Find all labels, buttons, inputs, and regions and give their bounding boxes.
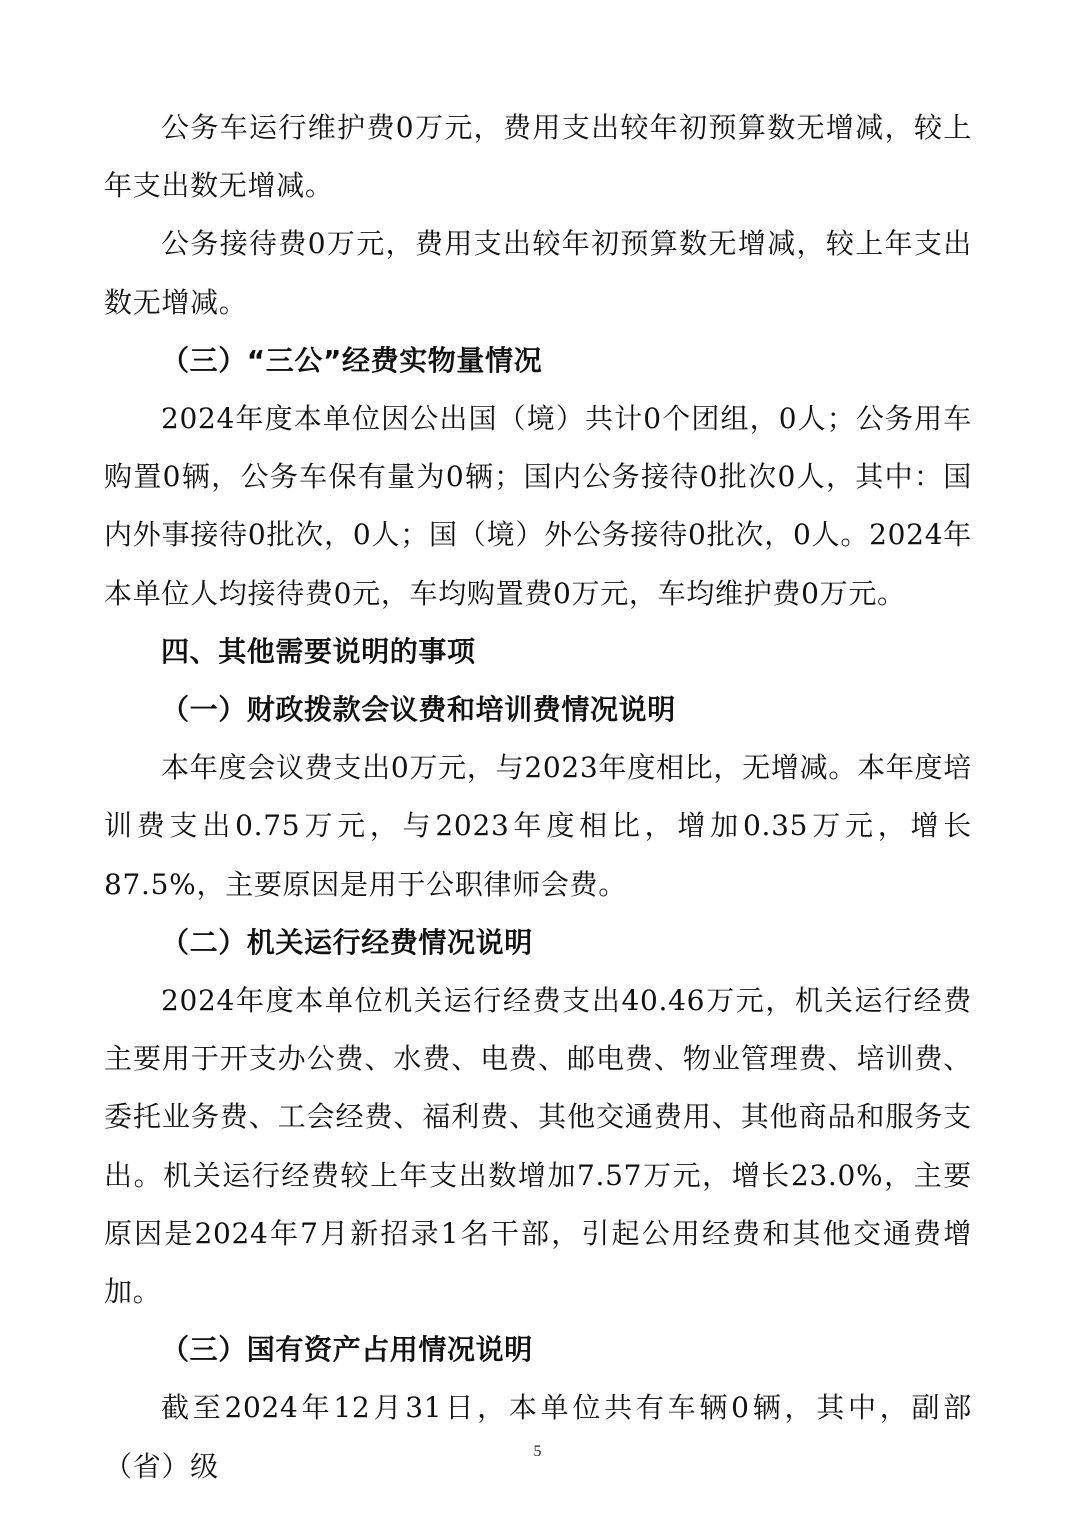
heading-three-public-physical: （三）“三公”经费实物量情况 [161,343,543,377]
document-body [104,99,972,1496]
heading-meeting-training-fees: （一）财政拨款会议费和培训费情况说明 [161,693,676,727]
paragraph-reception-fee: 公务接待费0万元，费用支出较年初预算数无增减，较上年支出数无增减。 [104,227,972,319]
heading-operating-expenses: （二）机关运行经费情况说明 [161,925,533,959]
paragraph-operating-expenses: 2024年度本单位机关运行经费支出40.46万元，机关运行经费主要用于开支办公费、水费、电费、邮电费、物业管理费、培训费、委托业务费、工会经费、福利费、其他交通费用、其他商品和服务支出。机关运行经费较上年支出数增加7.57万元，增长23.0%，主要原因是2024年7月新招录1名干部，引起公用经费和其他交通费增加。 [104,984,972,1309]
page-number: 5 [533,1443,542,1460]
paragraph-vehicle-maintenance: 公务车运行维护费0万元，费用支出较年初预算数无增减，较上年支出数无增减。 [104,111,972,203]
heading-state-assets: （三）国有资产占用情况说明 [161,1333,533,1367]
paragraph-state-assets: 截至2024年12月31日，本单位共有车辆0辆，其中，副部（省）级 [104,1391,972,1483]
heading-other-matters: 四、其他需要说明的事项 [161,634,476,668]
paragraph-meeting-training-fees: 本年度会议费支出0万元，与2023年度相比，无增减。本年度培训费支出0.75万元，与2023年度相比，增加0.35万元，增长87.5%，主要原因是用于公职律师会费。 [104,751,972,901]
paragraph-physical-quantities: 2024年度本单位因公出国（境）共计0个团组，0人；公务用车购置0辆，公务车保有量为0辆；国内公务接待0批次0人，其中：国内外事接待0批次，0人；国（境）外公务接待0批次，0人。2024年本单位人均接待费0元，车均购置费0万元，车均维护费0万元。 [104,402,972,610]
